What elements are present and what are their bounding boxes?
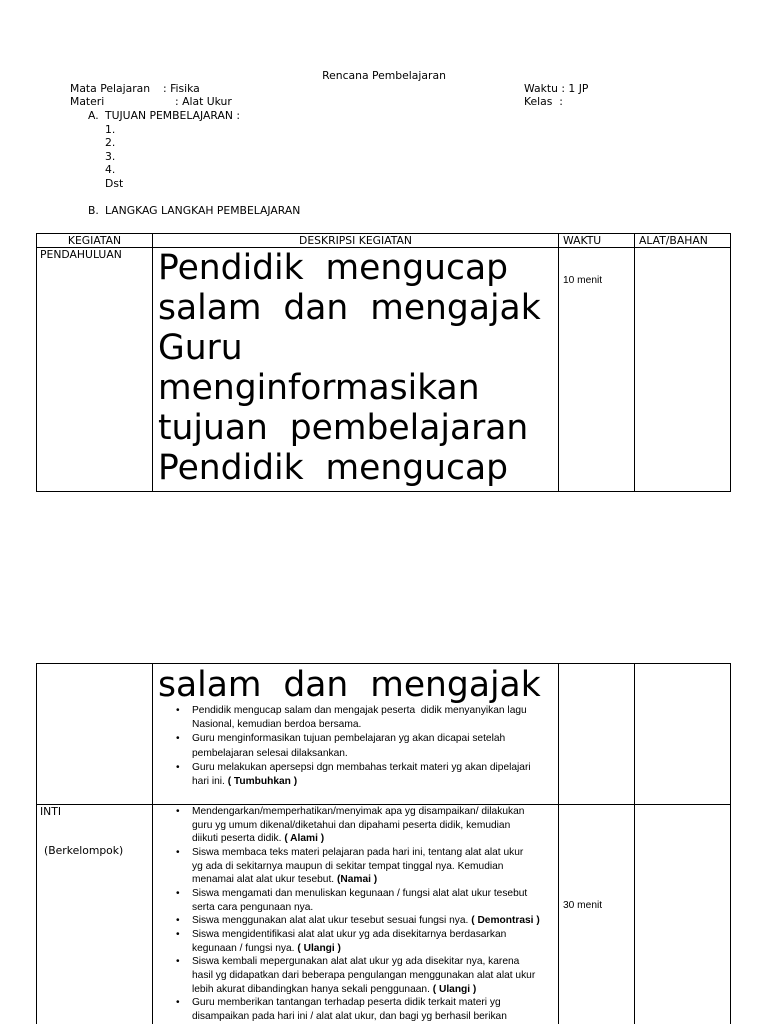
column-divider — [558, 234, 559, 491]
header-deskripsi: DESKRIPSI KEGIATAN — [299, 234, 412, 247]
list-item-line — [192, 873, 554, 887]
list-item-line: • Siswa mengidentifikasi alat alat ukur yg ada disekitarnya berdasarkan — [192, 928, 507, 940]
large-text-line: tujuan pembelajaran — [158, 408, 529, 448]
activity-pendahuluan: PENDAHULUAN — [40, 248, 122, 261]
list-item-text: Siswa menggunakan alat alat ukur tesebut sesuai fungsi nya. — [192, 915, 469, 927]
list-item — [192, 732, 554, 760]
activity-inti: INTI — [40, 805, 62, 818]
list-item — [192, 914, 554, 928]
list-item-line: guru yg umum dikenal/diketahui dan dipahami peserta didik, kemudian — [192, 819, 511, 831]
pendahuluan-activity-list — [192, 704, 554, 789]
list-item-text: lebih akurat dibandingkan hanya sekali penggunaan. — [192, 983, 430, 995]
section-b-marker: B. — [88, 204, 99, 217]
list-item — [192, 704, 554, 732]
list-item-line: • Guru menginformasikan tujuan pembelajaran yg akan dicapai setelah — [192, 733, 506, 745]
column-divider — [634, 664, 635, 1024]
large-text-line: Pendidik mengucap — [158, 448, 509, 488]
list-item — [192, 761, 554, 789]
inti-activity-list — [192, 805, 554, 1024]
stage-tag: ( Ulangi ) — [297, 942, 341, 954]
list-item — [192, 955, 554, 996]
list-item-line — [192, 832, 554, 846]
list-item-line: disampaikan pada hari ini / alat alat ukur, dan bagi yg berhasil berikan — [192, 1010, 507, 1022]
learning-steps-table — [36, 233, 731, 492]
stage-tag: ( Alami ) — [284, 833, 325, 845]
class-field: Kelas : — [524, 95, 563, 108]
description-large-text-continued — [158, 665, 541, 705]
learning-steps-table-continued — [36, 663, 731, 1024]
material-value: : Alat Ukur — [175, 95, 232, 108]
stage-tag: (Namai ) — [336, 874, 378, 886]
large-text-line: Pendidik mengucap — [158, 248, 509, 288]
document-title: Rencana Pembelajaran — [322, 69, 446, 82]
section-a-marker: A. — [88, 109, 99, 122]
subject-value: : Fisika — [163, 82, 200, 95]
stage-tag: ( Demontrasi ) — [471, 915, 540, 927]
stage-tag: ( Ulangi ) — [432, 983, 477, 995]
objective-item: 2. — [105, 136, 116, 149]
stage-tag: ( Tumbuhkan ) — [227, 776, 298, 788]
objective-item: 4. — [105, 163, 116, 176]
list-item-line: pembelajaran selesai dilaksankan. — [192, 747, 348, 759]
large-text-line: Guru — [158, 328, 243, 368]
list-item-line: yg ada di sekitarnya maupun di sekitar tempat tinggal nya. Kemudian — [192, 860, 504, 872]
column-divider — [558, 664, 559, 1024]
subject-label: Mata Pelajaran — [70, 82, 151, 95]
list-item-line — [192, 914, 554, 928]
time-allocation: Waktu : 1 JP — [524, 82, 589, 95]
list-item-line — [192, 775, 554, 789]
list-item-line: • Siswa mengamati dan menuliskan kegunaan / fungsi alat alat ukur tesebut — [192, 887, 528, 899]
list-item-line: • Mendengarkan/memperhatikan/menyimak apa yg disampaikan/ dilakukan — [192, 806, 525, 817]
list-item — [192, 805, 554, 846]
list-item-line: • Guru memberikan tantangan terhadap peserta didik terkait materi yg — [192, 997, 501, 1009]
list-item-text: diikuti peserta didik. — [192, 833, 282, 845]
header-kegiatan: KEGIATAN — [67, 234, 122, 247]
list-item-line: • Guru melakukan apersepsi dgn membahas terkait materi yg akan dipelajari — [192, 761, 531, 773]
duration-pendahuluan: 10 menit — [563, 275, 603, 286]
section-b-heading: LANGKAG LANGKAH PEMBELAJARAN — [105, 204, 301, 217]
list-item-line: hasil yg didapatkan dari beberapa pengulangan menggunakan alat alat ukur — [192, 969, 536, 981]
list-item-line: Nasional, kemudian berdoa bersama. — [192, 719, 362, 731]
list-item-line: serta cara pengunaan nya. — [192, 901, 314, 913]
objective-item: Dst — [105, 177, 124, 190]
list-item-text: hari ini. — [192, 776, 225, 788]
header-alat-bahan: ALAT/BAHAN — [639, 234, 708, 247]
column-divider — [152, 234, 153, 491]
column-divider — [634, 234, 635, 491]
list-item — [192, 887, 554, 914]
objective-item: 1. — [105, 123, 116, 136]
activity-group-mode: (Berkelompok) — [44, 844, 124, 857]
list-item-line: • Siswa kembali mepergunakan alat alat ukur yg ada disekitar nya, karena — [192, 956, 520, 968]
list-item — [192, 928, 554, 955]
column-divider — [152, 664, 153, 1024]
list-item — [192, 846, 554, 887]
section-a-heading: TUJUAN PEMBELAJARAN : — [105, 109, 240, 122]
large-text-line: salam dan mengajak — [158, 665, 541, 705]
list-item-text: menamai alat alat ukur tesebut. — [192, 874, 335, 886]
duration-inti: 30 menit — [563, 900, 603, 911]
list-item-line — [192, 983, 554, 997]
material-label: Materi — [70, 95, 105, 108]
list-item-line — [192, 942, 554, 956]
large-text-line: salam dan mengajak — [158, 288, 541, 328]
large-text-line: menginformasikan — [158, 368, 480, 408]
list-item-text: kegunaan / fungsi nya. — [192, 942, 295, 954]
objective-item: 3. — [105, 150, 116, 163]
list-item-line: • Siswa membaca teks materi pelajaran pada hari ini, tentang alat alat ukur — [192, 846, 524, 858]
list-item-line: • Pendidik mengucap salam dan mengajak peserta didik menyanyikan lagu — [192, 705, 527, 716]
header-waktu: WAKTU — [563, 234, 602, 247]
description-large-text — [158, 248, 541, 488]
list-item — [192, 996, 554, 1023]
